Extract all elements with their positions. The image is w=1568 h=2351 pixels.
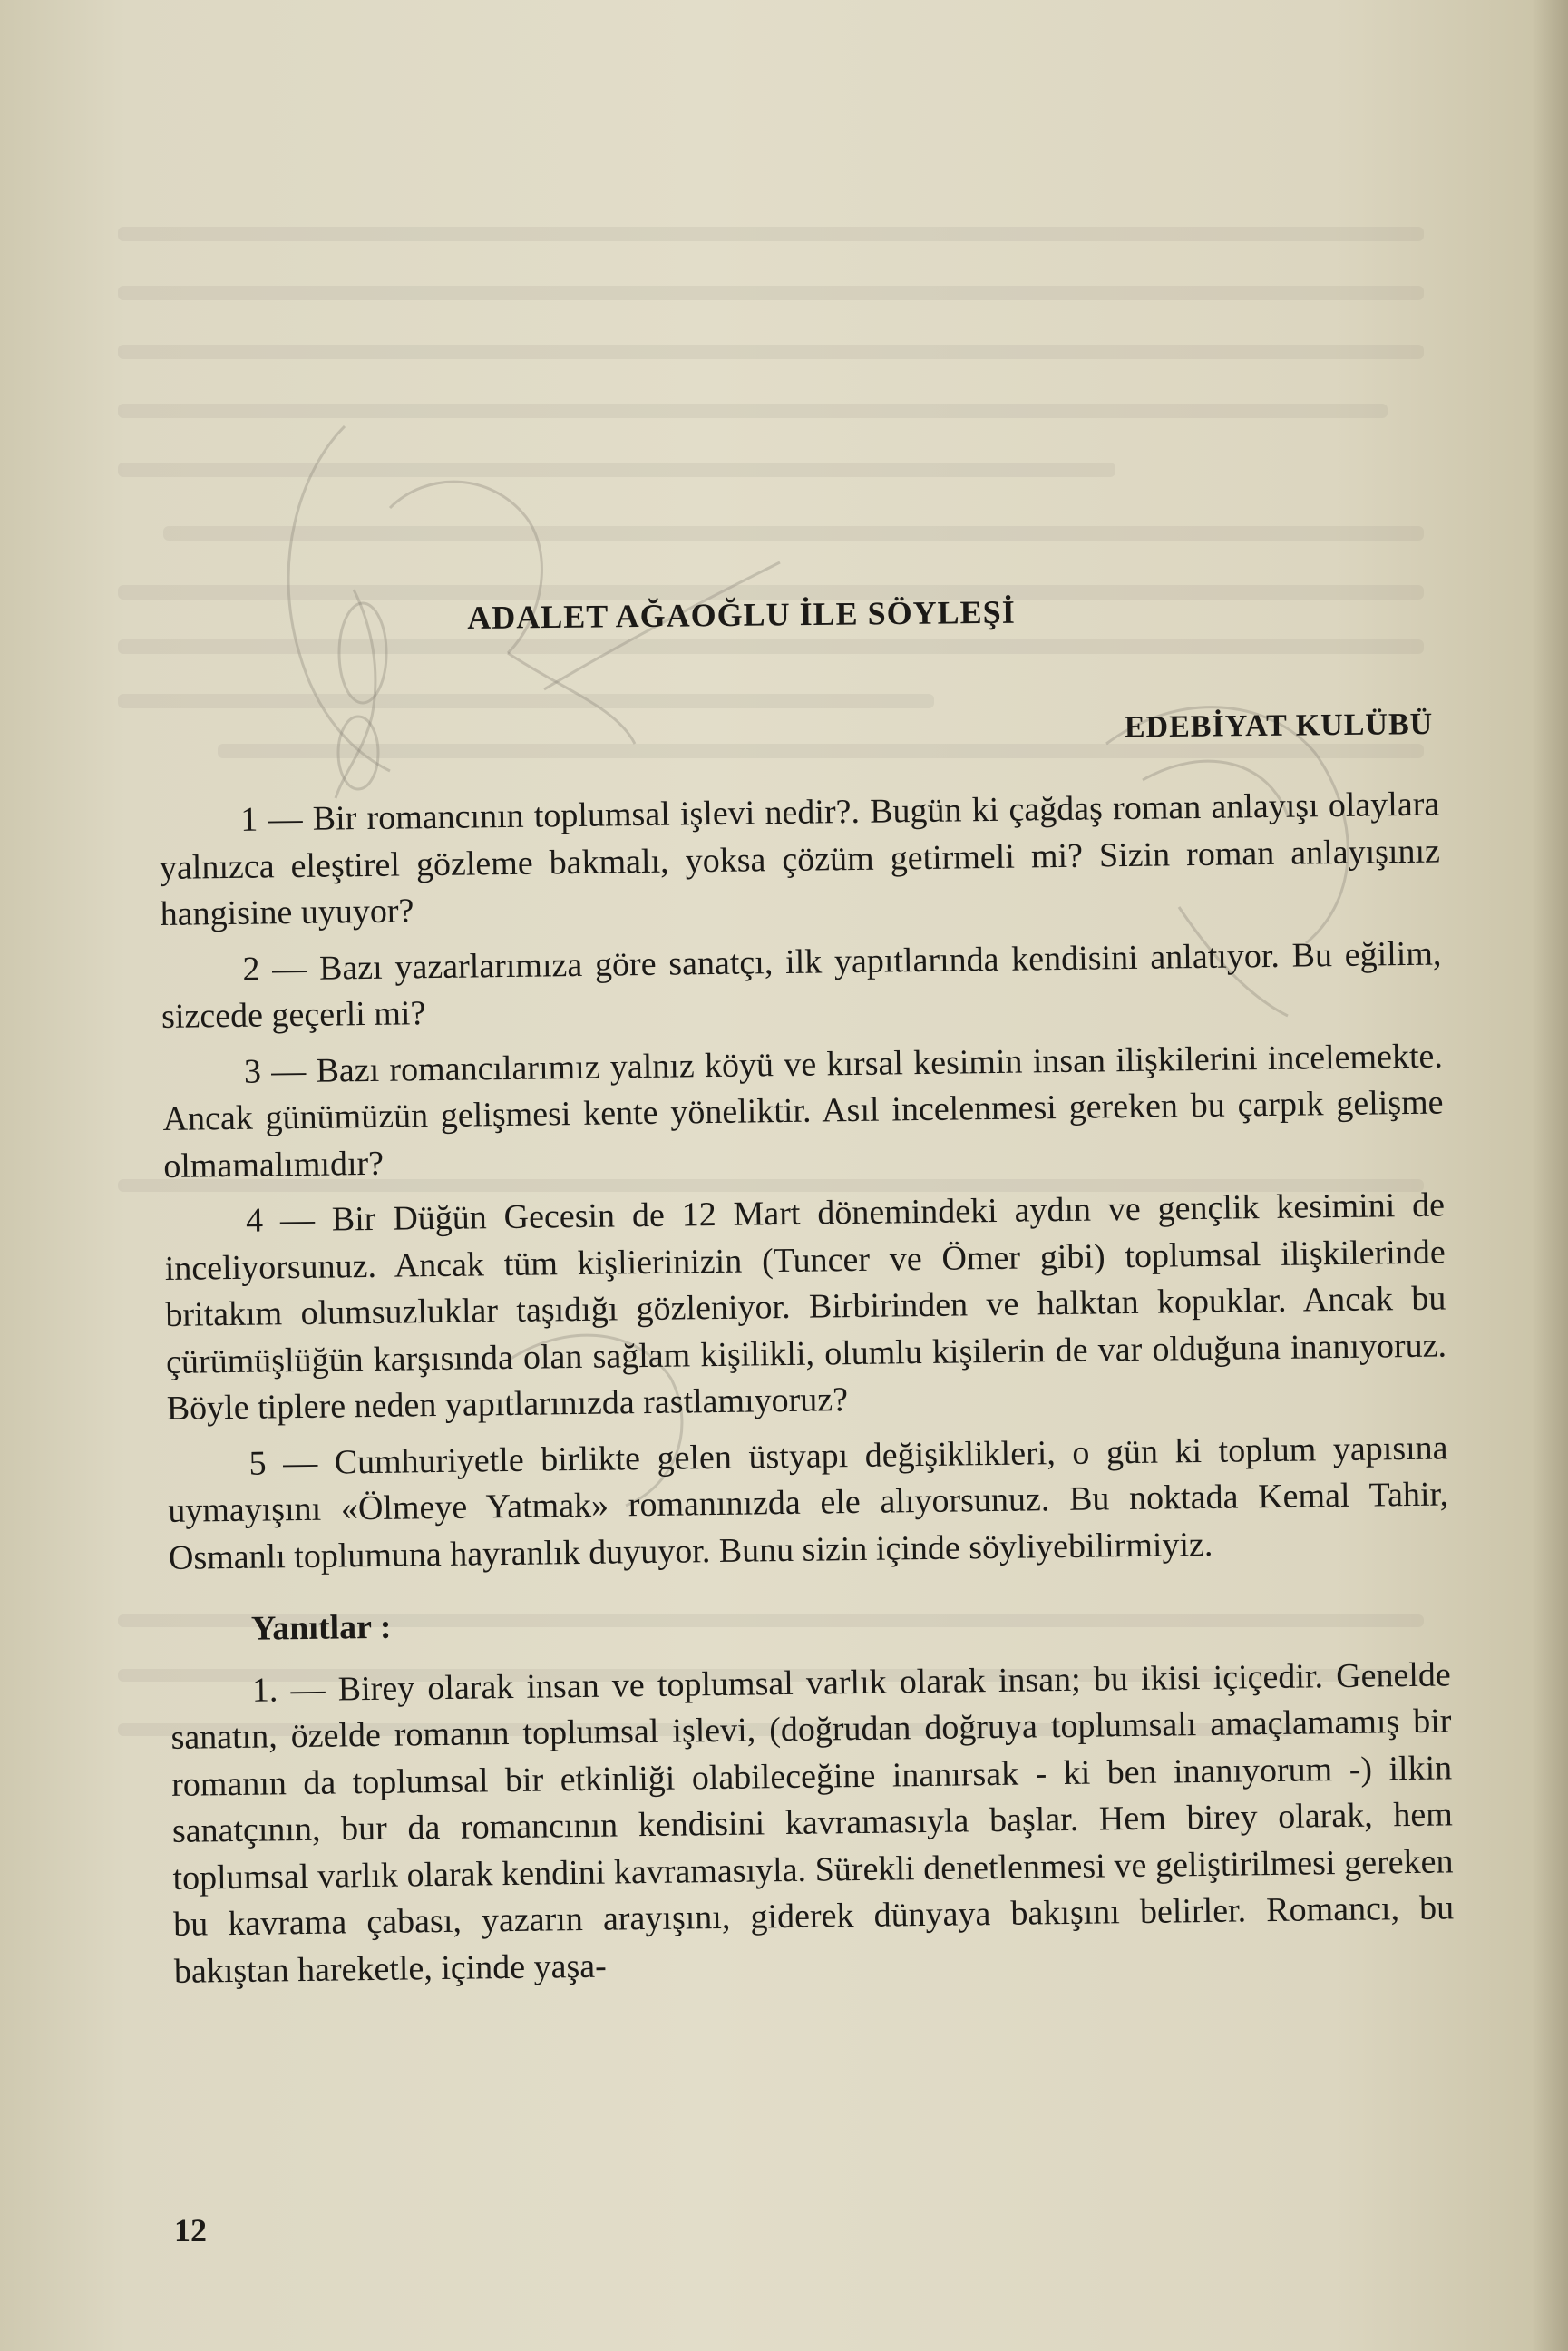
article-byline: EDEBİYAT KULÜBÜ <box>1124 707 1434 745</box>
page-edge-shadow <box>1532 0 1568 2351</box>
answer-1: 1. — Birey olarak insan ve toplumsal varlık olarak insan; bu ikisi içiçedir. Genelde sanatın, özelde romanın toplumsal işlevi, (doğrudan doğruya toplumsalı amaçlamamış bir romanın da toplumsal bir etkinliği olabileceğine inanırsak - ki ben inanıyorum -) ilkin sanatçının, bur da romancının kendisini kavramasıyla başlar. Hem birey olarak, hem toplumsal varlık olarak kendini kavramasıyla. Sürekli denetlenmesi ve geliştirilmesi gereken bu kavrama çabası, yazarın arayışını, giderek dünyaya bakışını belirler. Romancı, bu bakıştan hareketle, içinde yaşa- <box>170 1654 1455 1991</box>
article-body <box>159 782 1455 2005</box>
page-number: 12 <box>174 2212 207 2249</box>
question-1: 1 — Bir romancının toplumsal işlevi nedir?. Bugün ki çağdaş roman anlayışı olaylara yalnızca eleştirel gözleme bakmalı, yoksa çözüm getirmeli mi? Sizin roman anlayışınız hangisine uyuyor? <box>159 785 1441 933</box>
question-2: 2 — Bazı yazarlarımıza göre sanatçı, ilk yapıtlarında kendisini anlatıyor. Bu eğilim, sizcede geçerli mi? <box>161 934 1442 1036</box>
question-3: 3 — Bazı romancılarımız yalnız köyü ve kırsal kesimin insan ilişkilerini incelemekte. Ancak günümüzün gelişmesi kente yöneliktir. Asıl incelenmesi gereken bu çarpık gelişme olmamalımıdır? <box>162 1036 1444 1185</box>
question-4: 4 — Bir Düğün Gecesin de 12 Mart dönemindeki aydın ve gençlik kesimini de inceliyorsunuz. Ancak tüm kişlierinizin (Tuncer ve Ömer gibi) toplumsal ilişkilerinde britakım olumsuzluklar taşıdığı gözleniyor. Birbirinden ve halktan kopuklar. Ancak bu çürümüşlüğün karşısında olan sağlam kişilikli, olumlu kişilerin de var olduğuna inanıyoruz. Böyle tiplere neden yapıtlarınızda rastlamıyoruz? <box>164 1185 1447 1428</box>
question-5: 5 — Cumhuriyetle birlikte gelen üstyapı değişiklikleri, o gün ki toplum yapısına uymayışını «Ölmeye Yatmak» romanınızda ele alıyorsunuz. Bu noktada Kemal Tahir, Osmanlı toplumuna hayranlık duyuyor. Bunu sizin içinde söyliyebilirmiyiz. <box>168 1428 1449 1577</box>
article-title: ADALET AĞAOĞLU İLE SÖYLEŞİ <box>467 593 1016 636</box>
answers-heading: Yanıtlar : <box>250 1607 392 1648</box>
